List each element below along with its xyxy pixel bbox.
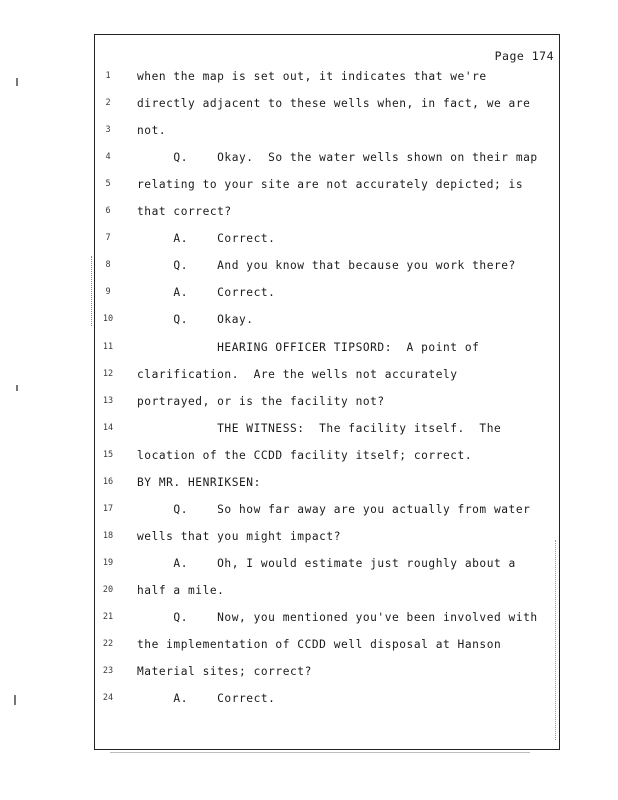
line-number: 10 [102,314,114,324]
line-number: 21 [102,612,114,622]
line-text: not. [137,124,167,137]
line-text: Q. Okay. [137,313,254,326]
scan-artifact-right [555,540,560,740]
line-text: Q. Okay. So the water wells shown on their map [137,151,538,164]
line-text: A. Correct. [137,692,276,705]
line-number: 14 [102,423,114,433]
line-text: the implementation of CCDD well disposal at Hanson [137,638,502,651]
line-number: 13 [102,396,114,406]
line-text: Q. And you know that because you work there? [137,259,516,272]
line-number: 15 [102,450,114,460]
line-number: 9 [105,287,111,297]
line-text: wells that you might impact? [137,530,341,543]
line-number: 19 [102,558,114,568]
punch-mark-bottom [14,695,16,705]
line-text: clarification. Are the wells not accurately [137,368,458,381]
line-number: 5 [105,179,111,189]
punch-mark-middle [16,385,18,391]
line-number: 11 [102,342,114,352]
line-number: 12 [102,369,114,379]
line-text: location of the CCDD facility itself; correct. [137,449,473,462]
line-text: Q. So how far away are you actually from water [137,503,531,516]
line-number: 4 [105,152,111,162]
line-text: BY MR. HENRIKSEN: [137,476,261,489]
line-text: A. Correct. [137,286,276,299]
line-number: 23 [102,666,114,676]
line-number: 17 [102,504,114,514]
line-text: that correct? [137,205,232,218]
line-number: 3 [105,125,111,135]
page-border-top [94,34,560,35]
punch-mark-top [16,78,18,86]
line-text: directly adjacent to these wells when, in fact, we are [137,97,531,110]
line-text: half a mile. [137,584,225,597]
line-number: 24 [102,693,114,703]
line-text: portrayed, or is the facility not? [137,395,385,408]
page-border-shadow [110,752,530,753]
line-number: 2 [105,98,111,108]
page-border-bottom [94,749,560,750]
line-number: 18 [102,531,114,541]
page-number: Page 174 [494,49,554,63]
line-text: A. Oh, I would estimate just roughly about a [137,557,516,570]
line-text: HEARING OFFICER TIPSORD: A point of [137,341,480,354]
line-number: 22 [102,639,114,649]
line-number: 6 [105,206,111,216]
line-text: relating to your site are not accurately depicted; is [137,178,524,191]
line-text: when the map is set out, it indicates that we're [137,70,487,83]
line-number: 8 [105,260,111,270]
line-text: Q. Now, you mentioned you've been involved with [137,611,538,624]
line-text: THE WITNESS: The facility itself. The [137,422,502,435]
line-number: 7 [105,233,111,243]
scan-artifact-left [91,256,94,326]
page-border-left [94,34,95,750]
line-number: 20 [102,585,114,595]
line-number: 16 [102,477,114,487]
line-number: 1 [105,71,111,81]
line-text: Material sites; correct? [137,665,312,678]
line-text: A. Correct. [137,232,276,245]
